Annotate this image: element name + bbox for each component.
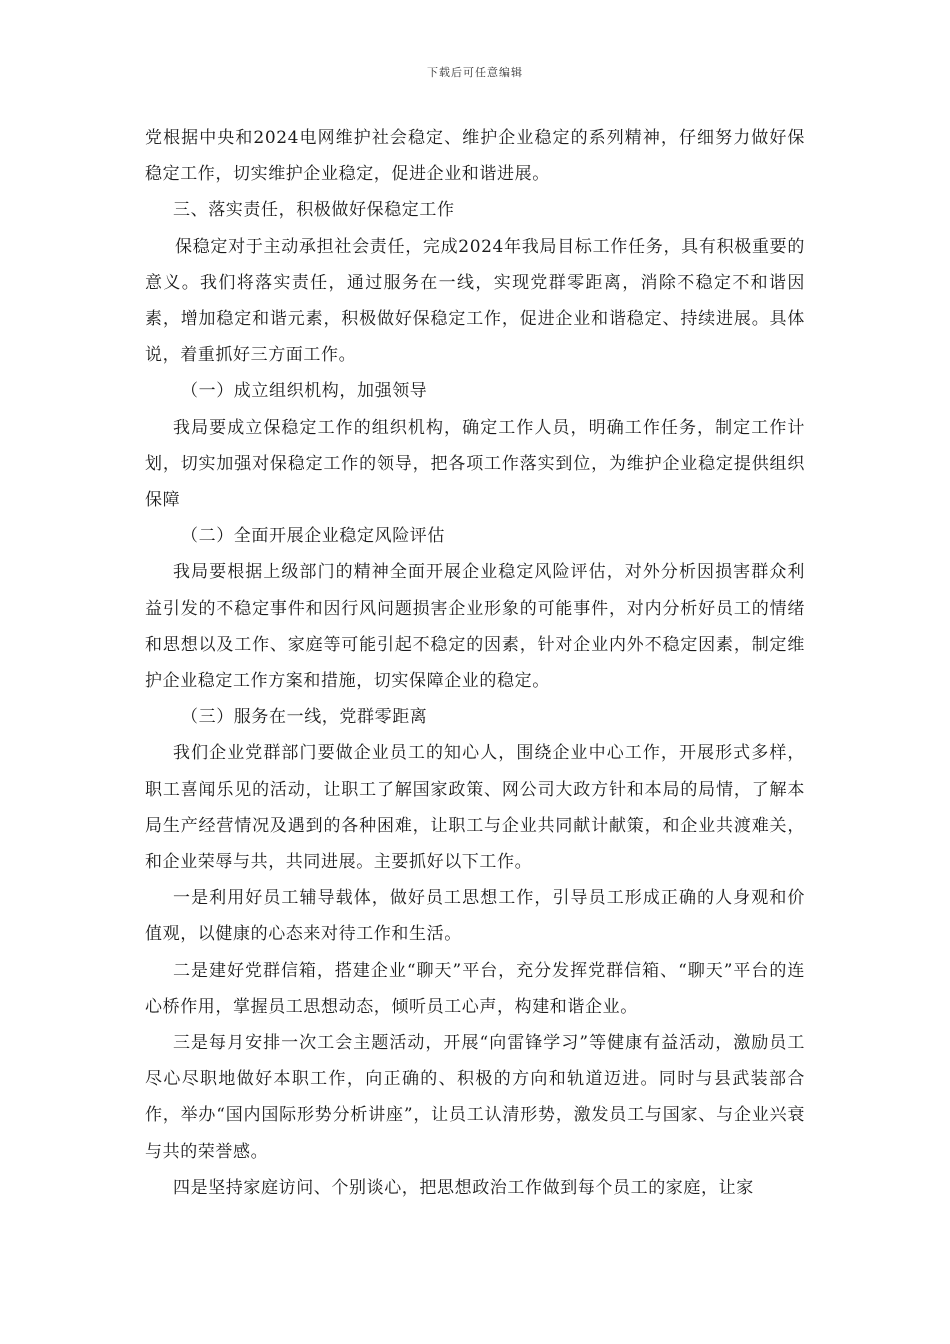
paragraph-6: 一是利用好员工辅导载体，做好员工思想工作，引导员工形成正确的人身观和价值观，以健康的心态来对待工作和生活。 — [145, 888, 805, 945]
paragraph-5: 我们企业党群部门要做企业员工的知心人，围绕企业中心工作，开展形式多样，职工喜闻乐见的活动，让职工了解国家政策、网公司大政方针和本局的局情，了解本局生产经营情况及遇到的各种困难，让职工与企业共同献计献策，和企业共渡难关，和企业荣辱与共，共同进展。主要抓好以下工作。 — [145, 743, 805, 873]
paragraph-4: 我局要根据上级部门的精神全面开展企业稳定风险评估，对外分析因损害群众利益引发的不稳定事件和因行风问题损害企业形象的可能事件，对内分析好员工的情绪和思想以及工作、家庭等可能引起不稳定的因素，针对企业内外不稳定因素，制定维护企业稳定工作方案和措施，切实保障企业的稳定。 — [145, 562, 805, 692]
paragraph-2: 保稳定对于主动承担社会责任，完成2024年我局目标工作任务，具有积极重要的意义。我们将落实责任，通过服务在一线，实现党群零距离，消除不稳定不和谐因素，增加稳定和谐元素，积极做好保稳定工作，促进企业和谐稳定、持续进展。具体说，着重抓好三方面工作。 — [145, 236, 805, 366]
document-body — [145, 120, 805, 1206]
subheading-1: （一）成立组织机构，加强领导 — [181, 381, 428, 402]
paragraph-7: 二是建好党群信箱，搭建企业“聊天”平台，充分发挥党群信箱、“聊天”平台的连心桥作用，掌握员工思想动态，倾听员工心声，构建和谐企业。 — [145, 960, 805, 1017]
paragraph-8: 三是每月安排一次工会主题活动，开展“向雷锋学习”等健康有益活动，激励员工尽心尽职地做好本职工作，向正确的、积极的方向和轨道迈进。同时与县武装部合作，举办“国内国际形势分析讲座”，让员工认清形势，激发员工与国家、与企业兴衰与共的荣誉感。 — [145, 1033, 805, 1162]
page-header: 下载后可任意编辑 — [427, 66, 523, 79]
paragraph-1: 党根据中央和2024电网维护社会稳定、维护企业稳定的系列精神，仔细努力做好保稳定工作，切实维护企业稳定，促进企业和谐进展。 — [145, 128, 805, 185]
paragraph-9: 四是坚持家庭访问、个别谈心，把思想政治工作做到每个员工的家庭，让家 — [173, 1177, 754, 1198]
paragraph-3: 我局要成立保稳定工作的组织机构，确定工作人员，明确工作任务，制定工作计划，切实加强对保稳定工作的领导，把各项工作落实到位，为维护企业稳定提供组织保障 — [145, 417, 805, 511]
subheading-2: （二）全面开展企业稳定风险评估 — [181, 526, 445, 547]
subheading-3: （三）服务在一线，党群零距离 — [181, 707, 428, 728]
section-heading-3: 三、落实责任，积极做好保稳定工作 — [173, 200, 455, 221]
